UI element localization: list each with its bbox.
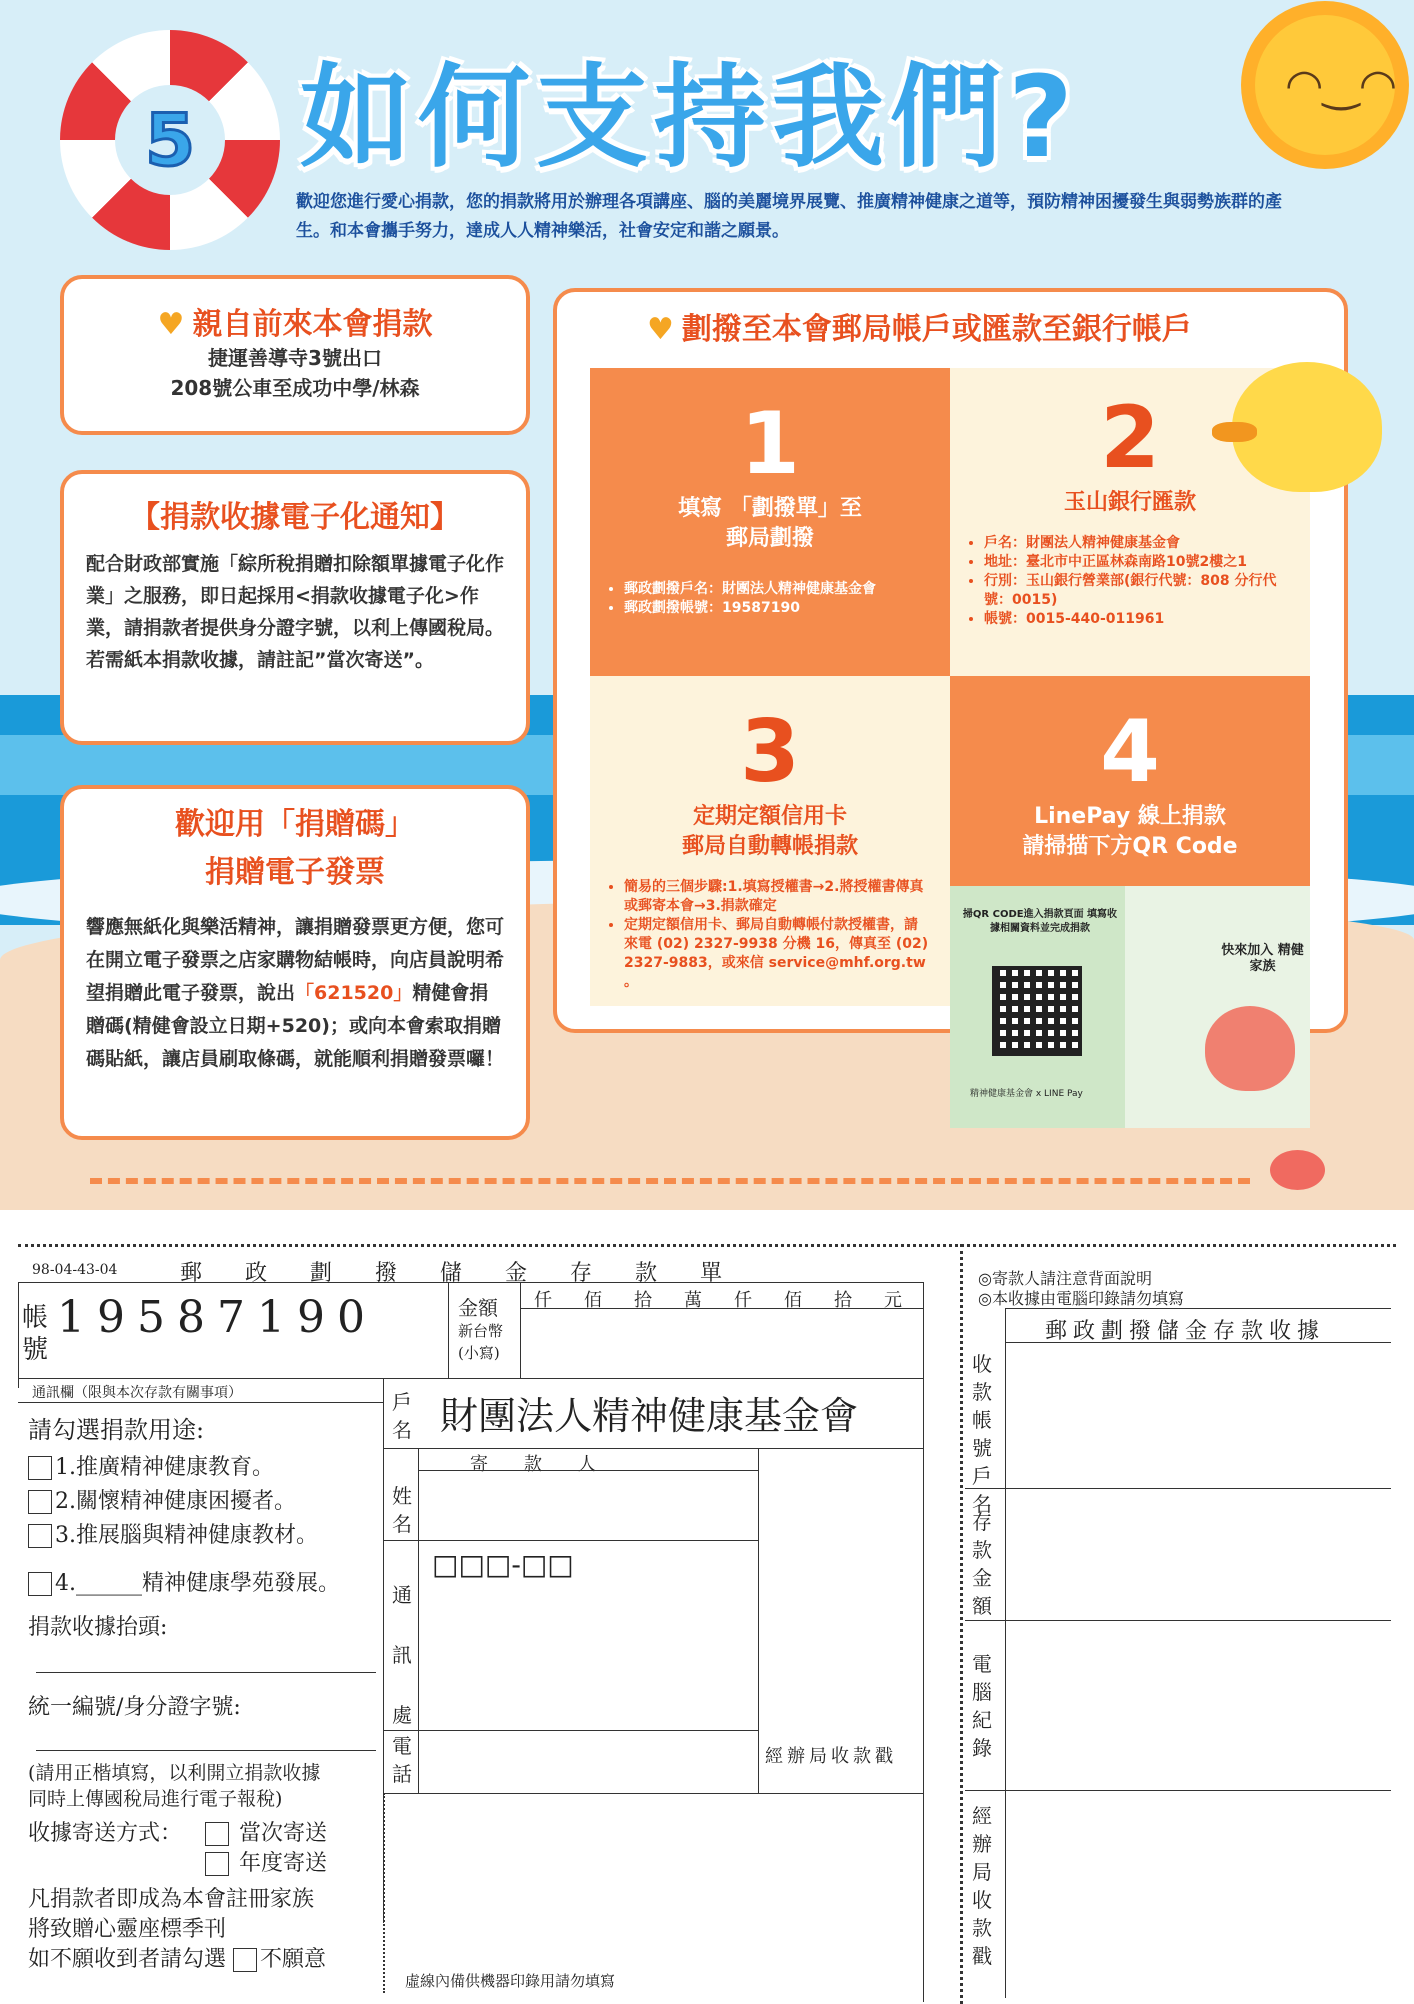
puzzle-step-2: 2 玉山銀行匯款 • 戶名：財團法人精神健康基金會 • 地址：臺北市中正區林森南路10號2樓之1 • 行別：玉山銀行營業部(銀行代號：808 分行代號：0015) • 帳號：0015-440-011961 (950, 368, 1310, 676)
cut-line (90, 1178, 1250, 1184)
checkbox[interactable] (28, 1456, 52, 1480)
donation-code: 「621520」 (295, 982, 413, 1004)
puzzle-step-4: 4 LinePay 線上捐款 請掃描下方QR Code (950, 676, 1310, 886)
receipt-amount-label: 存款金額 (972, 1510, 992, 1618)
stamp-label: 經辦局收款戳 (765, 1746, 897, 1767)
purpose-title: 請勾選捐款用途: (28, 1416, 205, 1444)
payee-label: 戶名 (392, 1390, 412, 1442)
visit-card (60, 275, 530, 435)
list-item: • 戶名：財團法人精神健康基金會 (984, 534, 1290, 553)
checkbox[interactable] (233, 1948, 257, 1972)
list-item: • 郵政劃撥帳號：19587190 (624, 599, 930, 618)
receipt-head-label: 捐款收據抬頭: (28, 1615, 168, 1640)
purpose-option-4[interactable]: 4.______精神健康學苑發展。 (28, 1566, 340, 1597)
receipt-card (60, 470, 530, 745)
id-label: 統一編號/身分證字號: (28, 1695, 241, 1720)
postal-transfer-form: 98-04-43-04 郵 政 劃 撥 儲 金 存 款 單 帳號 19587190 金額 新台幣 (小寫) 仟佰拾萬仟佰拾元 通訊欄（限與本次存款有關事項） 請勾選捐款用途: 1.推廣精神健康教育。 2.關懷精神健康困擾者。 3.推展腦與精神健康教材。 4.______精神健康學苑發展。 捐款收據抬頭: 統一編號/身分證字號: (請用正楷填寫，以利開立捐款收據 同時上傳國稅局進行電子報稅) 收據寄送方式： 當次寄送 年度寄送 凡捐款者即成為本會註冊家族 將致贈心靈座標季刊 如不願收到者請勾選 不願意 戶名 財團法人精神健康基金會 寄 款 人 姓名 通訊處 □□□-□□ 電話 經辦局收款戳 虛線內備供機器印錄用請勿填寫 ◎寄款人請注意背面說明 ◎本收據由電腦印錄請勿填寫 郵政劃撥儲金存款收據 收款帳號戶名 存款金額 電腦紀錄 經辦局收款戳 (0, 1210, 1414, 2000)
heart-mascot-icon (1205, 1006, 1295, 1091)
visit-line2: 208號公車至成功中學/林森 (170, 376, 420, 400)
invoice-title: 歡迎用「捐贈碼」 捐贈電子發票 (175, 807, 415, 890)
list-item: • 帳號：0015-440-011961 (984, 610, 1290, 629)
notice-label: 通訊欄（限與本次存款有關事項） (32, 1385, 242, 1401)
qr-code-icon[interactable] (992, 966, 1082, 1056)
send-option-yearly[interactable]: 年度寄送 (205, 1846, 327, 1877)
receipt-account-label: 收款帳號戶名 (972, 1352, 992, 1516)
list-item: • 地址：臺北市中正區林森南路10號2樓之1 (984, 553, 1290, 572)
receipt-stamp-label: 經辦局收款戳 (972, 1804, 992, 1968)
linepay-qr-panel (950, 886, 1310, 1128)
send-method-label: 收據寄送方式： (28, 1821, 183, 1846)
account-number: 19587190 (57, 1292, 377, 1343)
transfer-title: ♥ 劃撥至本會郵局帳戶或匯款至銀行帳戶 (647, 312, 1192, 347)
page-title: 如何支持我們? (300, 53, 1079, 183)
rubber-duck-icon (1232, 362, 1382, 492)
zip-code-boxes[interactable]: □□□-□□ (432, 1548, 574, 1581)
step-badge: 5 (115, 85, 225, 195)
list-item: • 定期定額信用卡、郵局自動轉帳付款授權書，請來電 (02) 2327-9938 分機 16，傳真至 (02) 2327-9883，或來信 service@mhf.org.tw 。 (624, 916, 930, 992)
name-label: 姓名 (392, 1484, 412, 1536)
qr-brand: 精神健康基金會 x LINE Pay (970, 1089, 1083, 1099)
checkbox[interactable] (205, 1852, 229, 1876)
list-item: • 郵政劃撥戶名：財團法人精神健康基金會 (624, 580, 930, 599)
crab-icon (1270, 1150, 1325, 1190)
lifebuoy-icon (60, 30, 280, 250)
purpose-option-3[interactable]: 3.推展腦與精神健康教材。 (28, 1518, 318, 1549)
phone-label: 電話 (392, 1734, 412, 1786)
address-label: 通訊處 (392, 1583, 412, 1727)
checkbox[interactable] (28, 1572, 52, 1596)
account-label: 帳號 (22, 1303, 49, 1365)
checkbox[interactable] (205, 1822, 229, 1846)
intro-text: 歡迎您進行愛心捐款，您的捐款將用於辦理各項講座、腦的美麗境界展覽、推廣精神健康之道等，預防精神困擾發生與弱勢族群的產生。和本會攜手努力，達成人人精神樂活，社會安定和諧之願景。 (296, 192, 1282, 241)
list-item: • 行別：玉山銀行營業部(銀行代號：808 分行代號：0015) (984, 572, 1290, 610)
invoice-card (60, 785, 530, 1140)
sender-label: 寄 款 人 (470, 1454, 596, 1475)
purpose-option-1[interactable]: 1.推廣精神健康教育。 (28, 1450, 274, 1481)
form-code: 98-04-43-04 (32, 1262, 118, 1278)
purpose-option-2[interactable]: 2.關懷精神健康困擾者。 (28, 1484, 296, 1515)
receipt-record-label: 電腦紀錄 (972, 1652, 992, 1760)
form-title: 郵 政 劃 撥 儲 金 存 款 單 (180, 1261, 740, 1286)
receipt-title: 郵政劃撥儲金存款收據 (1045, 1319, 1326, 1344)
amount-label: 金額 (458, 1296, 498, 1320)
send-option-once[interactable]: 當次寄送 (205, 1816, 327, 1847)
list-item: • 簡易的三個步驟:1.填寫授權書→2.將授權書傳真或郵寄本會→3.捐款確定 (624, 878, 930, 916)
checkbox[interactable] (28, 1490, 52, 1514)
visit-line1: 捷運善導寺3號出口 (208, 346, 382, 370)
payee-name: 財團法人精神健康基金會 (440, 1394, 859, 1438)
puzzle-step-3: 3 定期定額信用卡 郵局自動轉帳捐款 • 簡易的三個步驟:1.填寫授權書→2.將授權書傳真或郵寄本會→3.捐款確定 • 定期定額信用卡、郵局自動轉帳付款授權書，請來電 (02) 2327-9938 分機 16，傳真至 (02) 2327-9883，或來信 service@mhf.org.tw 。 (590, 676, 950, 1006)
heart-icon: ♥ (157, 307, 185, 342)
receipt-title: 【捐款收據電子化通知】 (130, 500, 460, 535)
checkbox[interactable] (28, 1524, 52, 1548)
decline-option[interactable]: 如不願收到者請勾選 不願意 (28, 1947, 327, 1972)
receipt-body: 配合財政部實施「綜所稅捐贈扣除額單據電子化作業」之服務，即日起採用<捐款收據電子化>作業，請捐款者提供身分證字號，以利上傳國稅局。若需紙本捐款收據，請註記”當次寄送”。 (86, 553, 505, 671)
visit-title: ♥ 親自前來本會捐款 (157, 307, 433, 342)
qr-slogan: 快來加入 精健家族 (1221, 943, 1304, 974)
machine-note: 虛線內備供機器印錄用請勿填寫 (405, 1972, 616, 1990)
invoice-body: 響應無紙化與樂活精神，讓捐贈發票更方便，您可在開立電子發票之店家購物結帳時，向店員說明希望捐贈此電子發票，說出「621520」精健會捐贈碼(精健會設立日期+520)；或向本會索取捐贈碼貼紙，讓店員刷取條碼，就能順利捐贈發票囉！ (86, 916, 505, 1070)
qr-instruction: 掃QR CODE進入捐款頁面 填寫收據相關資料並完成捐款 (962, 909, 1118, 934)
heart-icon: ♥ (647, 312, 674, 347)
amount-units: 仟佰拾萬仟佰拾元 (534, 1290, 934, 1311)
puzzle-step-1: 1 填寫 「劃撥單」至 郵局劃撥 • 郵政劃撥戶名：財團法人精神健康基金會 • 郵政劃撥帳號：19587190 (590, 368, 950, 676)
sun-icon: ◠‿◠ (1255, 15, 1395, 155)
